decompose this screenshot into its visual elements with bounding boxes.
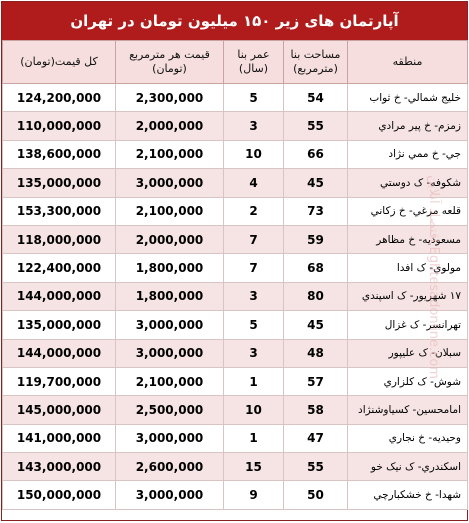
- cell-region: جي- خ ممي نژاد: [348, 140, 468, 168]
- cell-size: 45: [284, 311, 348, 339]
- header-size: مساحت بنا (مترمربع): [284, 41, 348, 84]
- table-row: [3, 481, 468, 509]
- cell-age: 7: [224, 225, 284, 253]
- cell-total-price: 141,000,000: [3, 424, 116, 452]
- cell-region: مولوي- ک افدا: [348, 254, 468, 282]
- cell-total-price: 119,700,000: [3, 367, 116, 395]
- table-row: [3, 453, 468, 481]
- table-row: [3, 282, 468, 310]
- cell-total-price: 122,400,000: [3, 254, 116, 282]
- cell-size: 57: [284, 367, 348, 395]
- cell-size: 45: [284, 169, 348, 197]
- cell-region: مسعوديه- خ مظاهر: [348, 225, 468, 253]
- cell-region: امامحسین- کسیاوشنژاد: [348, 396, 468, 424]
- cell-total-price: 144,000,000: [3, 282, 116, 310]
- watermark-text: اقتصاد آنلاین Eghtesadonline.com: [426, 175, 441, 379]
- table-title: آپارتمان های زیر ۱۵۰ میلیون تومان در تهران: [2, 2, 467, 40]
- cell-region: اسکندري- ک نیک خو: [348, 453, 468, 481]
- cell-total-price: 124,200,000: [3, 84, 116, 112]
- cell-price-per-meter: 3,000,000: [116, 424, 224, 452]
- cell-price-per-meter: 3,000,000: [116, 169, 224, 197]
- cell-total-price: 118,000,000: [3, 225, 116, 253]
- cell-size: 59: [284, 225, 348, 253]
- cell-age: 5: [224, 311, 284, 339]
- price-table-card: [1, 1, 468, 521]
- cell-age: 4: [224, 169, 284, 197]
- table-body: [3, 84, 468, 510]
- cell-price-per-meter: 2,000,000: [116, 112, 224, 140]
- cell-price-per-meter: 3,000,000: [116, 481, 224, 509]
- cell-price-per-meter: 2,000,000: [116, 225, 224, 253]
- cell-total-price: 153,300,000: [3, 197, 116, 225]
- cell-size: 80: [284, 282, 348, 310]
- cell-price-per-meter: 2,100,000: [116, 367, 224, 395]
- header-total-price: کل قیمت(تومان): [3, 41, 116, 84]
- cell-age: 10: [224, 140, 284, 168]
- cell-size: 68: [284, 254, 348, 282]
- cell-region: سبلان- ک علیپور: [348, 339, 468, 367]
- cell-age: 3: [224, 112, 284, 140]
- cell-region: تهرانسر- ک غزال: [348, 311, 468, 339]
- cell-age: 9: [224, 481, 284, 509]
- cell-total-price: 150,000,000: [3, 481, 116, 509]
- cell-size: 54: [284, 84, 348, 112]
- cell-size: 47: [284, 424, 348, 452]
- cell-total-price: 135,000,000: [3, 169, 116, 197]
- cell-size: 50: [284, 481, 348, 509]
- cell-region: خلیج شمالي- خ ثواب: [348, 84, 468, 112]
- table-row: [3, 367, 468, 395]
- cell-region: قلعه مرغي- خ زکاني: [348, 197, 468, 225]
- cell-size: 55: [284, 453, 348, 481]
- table-row: [3, 396, 468, 424]
- cell-price-per-meter: 2,100,000: [116, 140, 224, 168]
- cell-size: 66: [284, 140, 348, 168]
- table-row: [3, 254, 468, 282]
- table-row: [3, 311, 468, 339]
- cell-age: 1: [224, 424, 284, 452]
- cell-price-per-meter: 2,500,000: [116, 396, 224, 424]
- cell-region: وحیديه- خ نجاري: [348, 424, 468, 452]
- cell-total-price: 138,600,000: [3, 140, 116, 168]
- cell-age: 10: [224, 396, 284, 424]
- cell-price-per-meter: 3,000,000: [116, 339, 224, 367]
- cell-total-price: 135,000,000: [3, 311, 116, 339]
- table-row: [3, 225, 468, 253]
- cell-age: 3: [224, 339, 284, 367]
- cell-age: 7: [224, 254, 284, 282]
- cell-total-price: 144,000,000: [3, 339, 116, 367]
- cell-region: شکوفه- ک دوستي: [348, 169, 468, 197]
- cell-region: زمزم- خ پیر مرادي: [348, 112, 468, 140]
- table-row: [3, 424, 468, 452]
- cell-size: 58: [284, 396, 348, 424]
- cell-price-per-meter: 2,600,000: [116, 453, 224, 481]
- cell-price-per-meter: 2,300,000: [116, 84, 224, 112]
- cell-total-price: 145,000,000: [3, 396, 116, 424]
- header-row: [3, 41, 468, 84]
- table-row: [3, 84, 468, 112]
- cell-age: 15: [224, 453, 284, 481]
- header-age: عمر بنا (سال): [224, 41, 284, 84]
- cell-size: 73: [284, 197, 348, 225]
- header-price-per-meter: قیمت هر مترمربع (تومان): [116, 41, 224, 84]
- cell-age: 2: [224, 197, 284, 225]
- cell-price-per-meter: 3,000,000: [116, 311, 224, 339]
- cell-region: شهدا- خ خشکبارچي: [348, 481, 468, 509]
- cell-region: شوش- ک کلزاري: [348, 367, 468, 395]
- apartment-price-table: [2, 40, 468, 510]
- header-region: منطقه: [348, 41, 468, 84]
- table-row: [3, 169, 468, 197]
- cell-total-price: 143,000,000: [3, 453, 116, 481]
- cell-age: 3: [224, 282, 284, 310]
- cell-region: ۱۷ شهریور- ک اسپندي: [348, 282, 468, 310]
- cell-price-per-meter: 1,800,000: [116, 282, 224, 310]
- cell-size: 48: [284, 339, 348, 367]
- table-row: [3, 339, 468, 367]
- cell-price-per-meter: 2,100,000: [116, 197, 224, 225]
- cell-size: 55: [284, 112, 348, 140]
- cell-age: 5: [224, 84, 284, 112]
- cell-age: 1: [224, 367, 284, 395]
- cell-price-per-meter: 1,800,000: [116, 254, 224, 282]
- table-row: [3, 112, 468, 140]
- cell-total-price: 110,000,000: [3, 112, 116, 140]
- table-row: [3, 197, 468, 225]
- table-row: [3, 140, 468, 168]
